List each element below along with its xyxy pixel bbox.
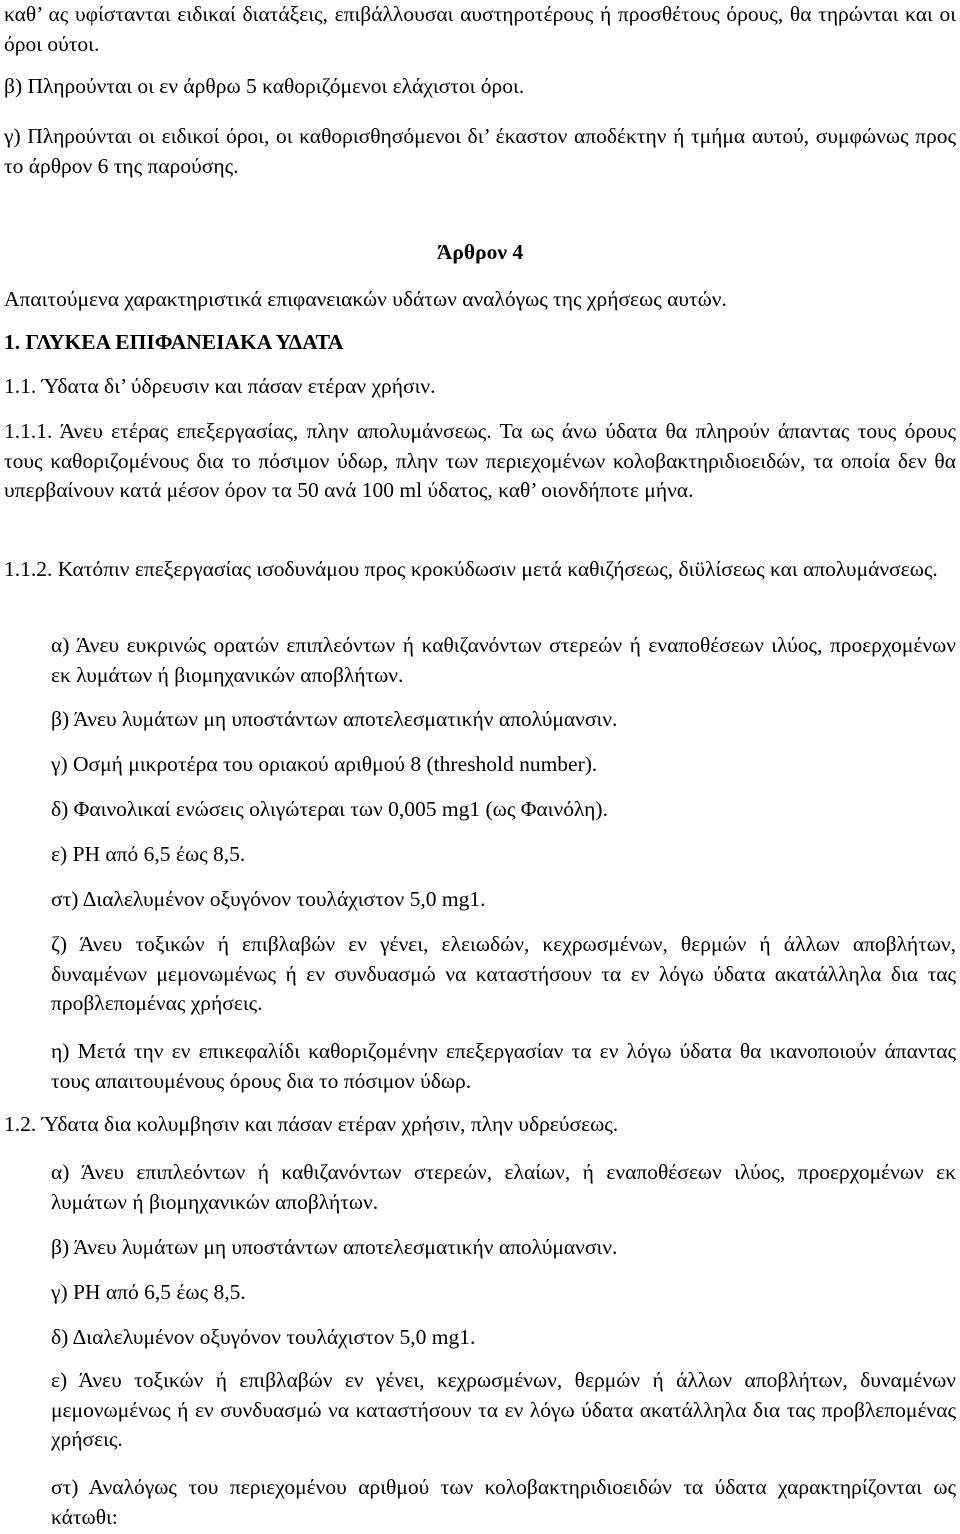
item-1-2-b: β) Άνευ λυμάτων μη υποστάντων αποτελεσματικήν απολύμανσιν.	[51, 1235, 618, 1259]
item-1-1-2-st: στ) Διαλελυμένον οξυγόνον τουλάχιστον 5,0 mg1.	[51, 887, 486, 911]
item-1-1-2-c: γ) Οσμή μικροτέρα του οριακού αριθμού 8 (threshold number).	[51, 752, 598, 776]
item-1-2-c: γ) PH από 6,5 έως 8,5.	[51, 1280, 246, 1304]
section-heading-1-2: 1.2. Ύδατα δια κολυμβησιν και πάσαν ετέραν χρήσιν, πλην υδρεύσεως.	[4, 1112, 619, 1136]
item-1-1-2-e: ε) PH από 6,5 έως 8,5.	[51, 842, 246, 866]
item-b: β) Πληρούνται οι εν άρθρω 5 καθοριζόμενοι ελάχιστοι όροι.	[4, 74, 525, 98]
item-1-2-a: α) Άνευ επιπλεόντων ή καθιζανόντων στερεών, ελαίων, ή εναποθέσεων ιλύος, προερχομένων εκ λυμάτων ή βιομηχανικών αποβλήτων.	[51, 1160, 956, 1214]
item-1-1-2-h: η) Μετά την εν επικεφαλίδι καθοριζομένην επεξεργασίαν τα εν λόγω ύδατα θα ικανοποιούν άπαντας τους απαιτουμένους όρους δια το πόσιμον ύδωρ.	[51, 1039, 956, 1093]
item-1-2-e: ε) Άνευ τοξικών ή επιβλαβών εν γένει, κεχρωσμένων, θερμών ή άλλων αποβλήτων, δυναμένων μεμονωμένως ή εν συνδυασμώ να καταστήσουν τα εν λόγω ύδατα ακατάλληλα δια τας προβλεπομένας χρήσεις.	[51, 1368, 956, 1451]
continuation-paragraph: καθ’ ας υφίστανται ειδικαί διατάξεις, επιβάλλουσαι αυστηροτέρους ή προσθέτους όρους, θα τηρώνται και οι όροι ούτοι.	[4, 2, 956, 56]
item-1-1-2-d: δ) Φαινολικαί ενώσεις ολιγώτεραι των 0,005 mg1 (ως Φαινόλη).	[51, 797, 608, 821]
item-1-2-st: στ) Αναλόγως του περιεχομένου αριθμού των κολοβακτηριδιοειδών τα ύδατα χαρακτηρίζονται ως κάτωθι:	[51, 1475, 956, 1529]
item-c: γ) Πληρούνται οι ειδικοί όροι, οι καθορισθησόμενοι δι’ έκαστον αποδέκτην ή τμήμα αυτού, συμφώνως προς το άρθρον 6 της παρούσης.	[4, 124, 956, 178]
section-1-1-1: 1.1.1. Άνευ ετέρας επεξεργασίας, πλην απολυμάνσεως. Τα ως άνω ύδατα θα πληρούν άπαντας τους όρους τους καθοριζομένους δια το πόσιμον ύδωρ, πλην των περιεχομένων κολοβακτηριδιοειδών, τα οποία δεν θα υπερβαίνουν κατά μέσον όρον τα 50 ανά 100 ml ύδατος, καθ’ οιονδήποτε μήνα.	[4, 419, 956, 502]
item-1-1-2-a: α) Άνευ ευκρινώς ορατών επιπλεόντων ή καθιζανόντων στερεών ή εναποθέσεων ιλύος, προερχομένων εκ λυμάτων ή βιομηχανικών αποβλήτων.	[51, 633, 956, 687]
article-title: Άρθρον 4	[436, 240, 524, 264]
section-1-1-2: 1.1.2. Κατόπιν επεξεργασίας ισοδυνάμου προς κροκύδωσιν μετά καθιζήσεως, διϋλίσεως και απολυμάνσεως.	[4, 557, 938, 581]
section-heading-1-1: 1.1. Ύδατα δι’ ύδρευσιν και πάσαν ετέραν χρήσιν.	[4, 374, 436, 398]
article-subtitle: Απαιτούμενα χαρακτηριστικά επιφανειακών υδάτων αναλόγως της χρήσεως αυτών.	[4, 287, 727, 311]
item-1-2-d: δ) Διαλελυμένον οξυγόνον τουλάχιστον 5,0 mg1.	[51, 1325, 476, 1349]
item-1-1-2-b: β) Άνευ λυμάτων μη υποστάντων αποτελεσματικήν απολύμανσιν.	[51, 707, 618, 731]
section-heading-1: 1. ΓΛΥΚΕΑ ΕΠΙΦΑΝΕΙΑΚΑ ΥΔΑΤΑ	[4, 330, 344, 354]
item-1-1-2-z: ζ) Άνευ τοξικών ή επιβλαβών εν γένει, ελειωδών, κεχρωσμένων, θερμών ή άλλων αποβλήτων, δυναμένων μεμονωμένως ή εν συνδυασμώ να καταστήσουν τα εν λόγω ύδατα ακατάλληλα δια τας προβλεπομένας χρήσεις.	[51, 932, 956, 1015]
